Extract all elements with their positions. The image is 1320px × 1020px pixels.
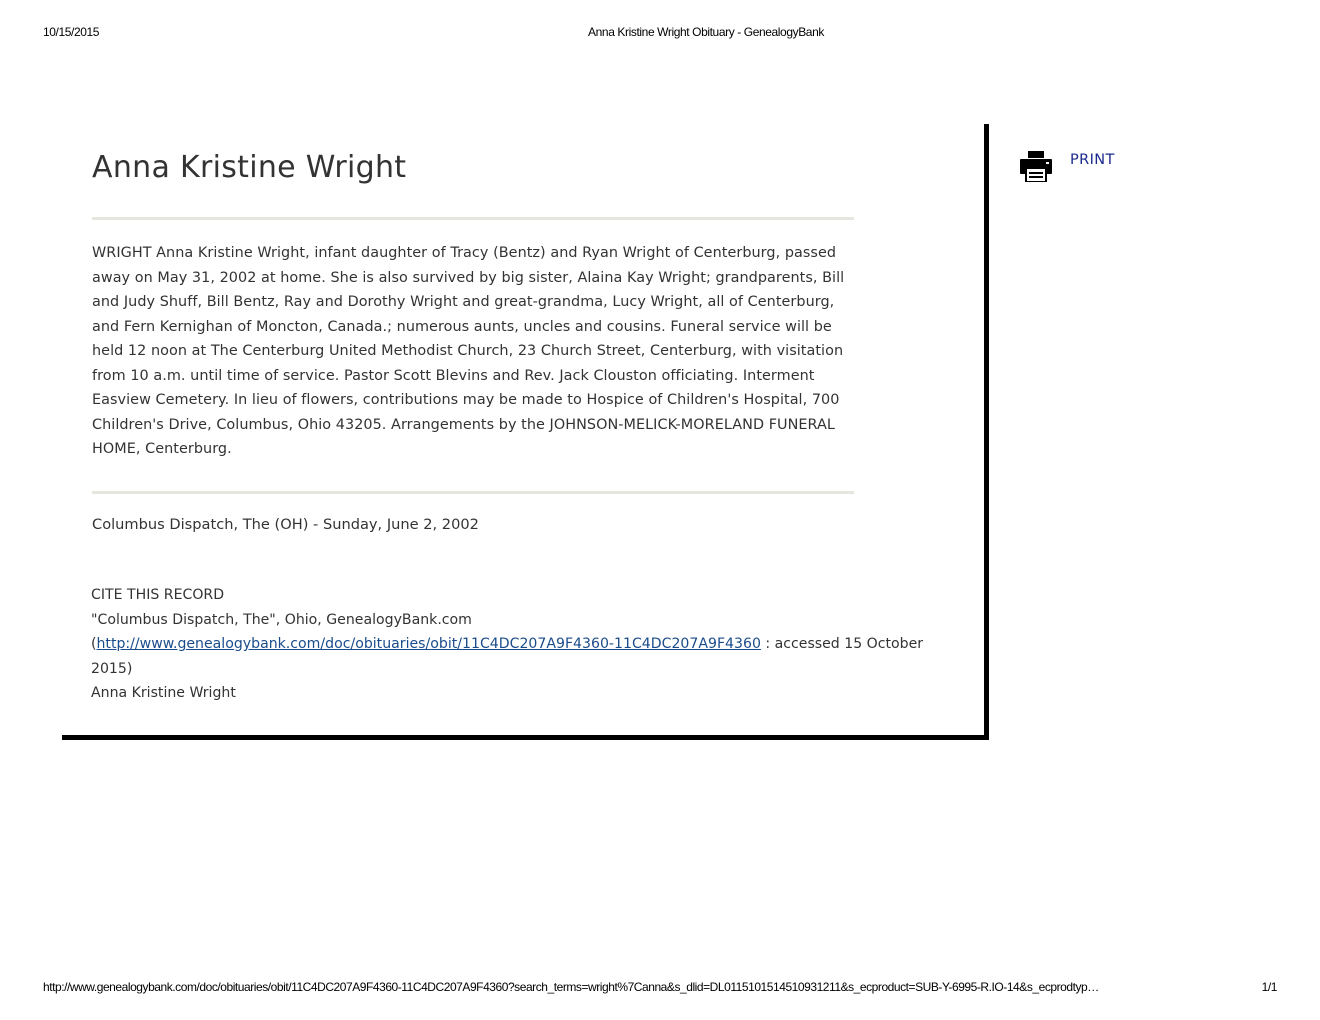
print-page-count: 1/1 <box>1261 980 1277 994</box>
print-date: 10/15/2015 <box>43 25 100 39</box>
print-footer-url: http://www.genealogybank.com/doc/obituaries/obit/11C4DC207A9F4360-11C4DC207A9F4360?search_terms=wright%7Canna&s_dlid=DL0115101514510931211&s_ecproduct=SUB-Y-6995-R.IO-14&s_ecprodtyp… <box>43 980 1099 994</box>
print-page-title: Anna Kristine Wright Obituary - GenealogyBank <box>588 25 824 39</box>
cite-record-link[interactable]: http://www.genealogybank.com/doc/obituaries/obit/11C4DC207A9F4360-11C4DC207A9F4360 <box>96 636 761 652</box>
printer-icon <box>1020 150 1052 182</box>
source-line: Columbus Dispatch, The (OH) - Sunday, June 2, 2002 <box>92 516 479 533</box>
cite-open-paren: ( <box>91 636 97 652</box>
cite-this-record <box>91 583 931 706</box>
cite-publication: "Columbus Dispatch, The", Ohio, GenealogyBank.com <box>91 611 472 628</box>
cite-url-line <box>91 632 931 681</box>
record-name-heading: Anna Kristine Wright <box>92 150 407 185</box>
cite-accessed: : accessed 15 October 2015) <box>91 636 924 677</box>
cite-name: Anna Kristine Wright <box>91 685 236 701</box>
divider-top <box>92 217 854 220</box>
print-footer <box>43 980 1279 996</box>
divider-bottom <box>92 491 854 494</box>
obituary-text: WRIGHT Anna Kristine Wright, infant daughter of Tracy (Bentz) and Ryan Wright of Centerburg, passed away on May 31, 2002 at home. She is also survived by big sister, Alaina Kay Wright; grandparents, Bill and Judy Shuff, Bill Bentz, Ray and Dorothy Wright and great-grandma, Lucy Wright, all of Centerburg, and Fern Kernighan of Moncton, Canada.; numerous aunts, uncles and cousins. Funeral service will be held 12 noon at The Centerburg United Methodist Church, 23 Church Street, Centerburg, with visitation from 10 a.m. until time of service. Pastor Scott Blevins and Rev. Jack Clouston officiating. Interment Easview Cemetery. In lieu of flowers, contributions may be made to Hospice of Children's Hospital, 700 Children's Drive, Columbus, Ohio 43205. Arrangements by the JOHNSON-MELICK-MORELAND FUNERAL HOME, Centerburg. <box>92 245 845 457</box>
print-button[interactable] <box>1020 150 1115 182</box>
cite-heading: CITE THIS RECORD <box>91 587 225 603</box>
print-label: PRINT <box>1070 152 1115 168</box>
print-header <box>43 25 1279 41</box>
